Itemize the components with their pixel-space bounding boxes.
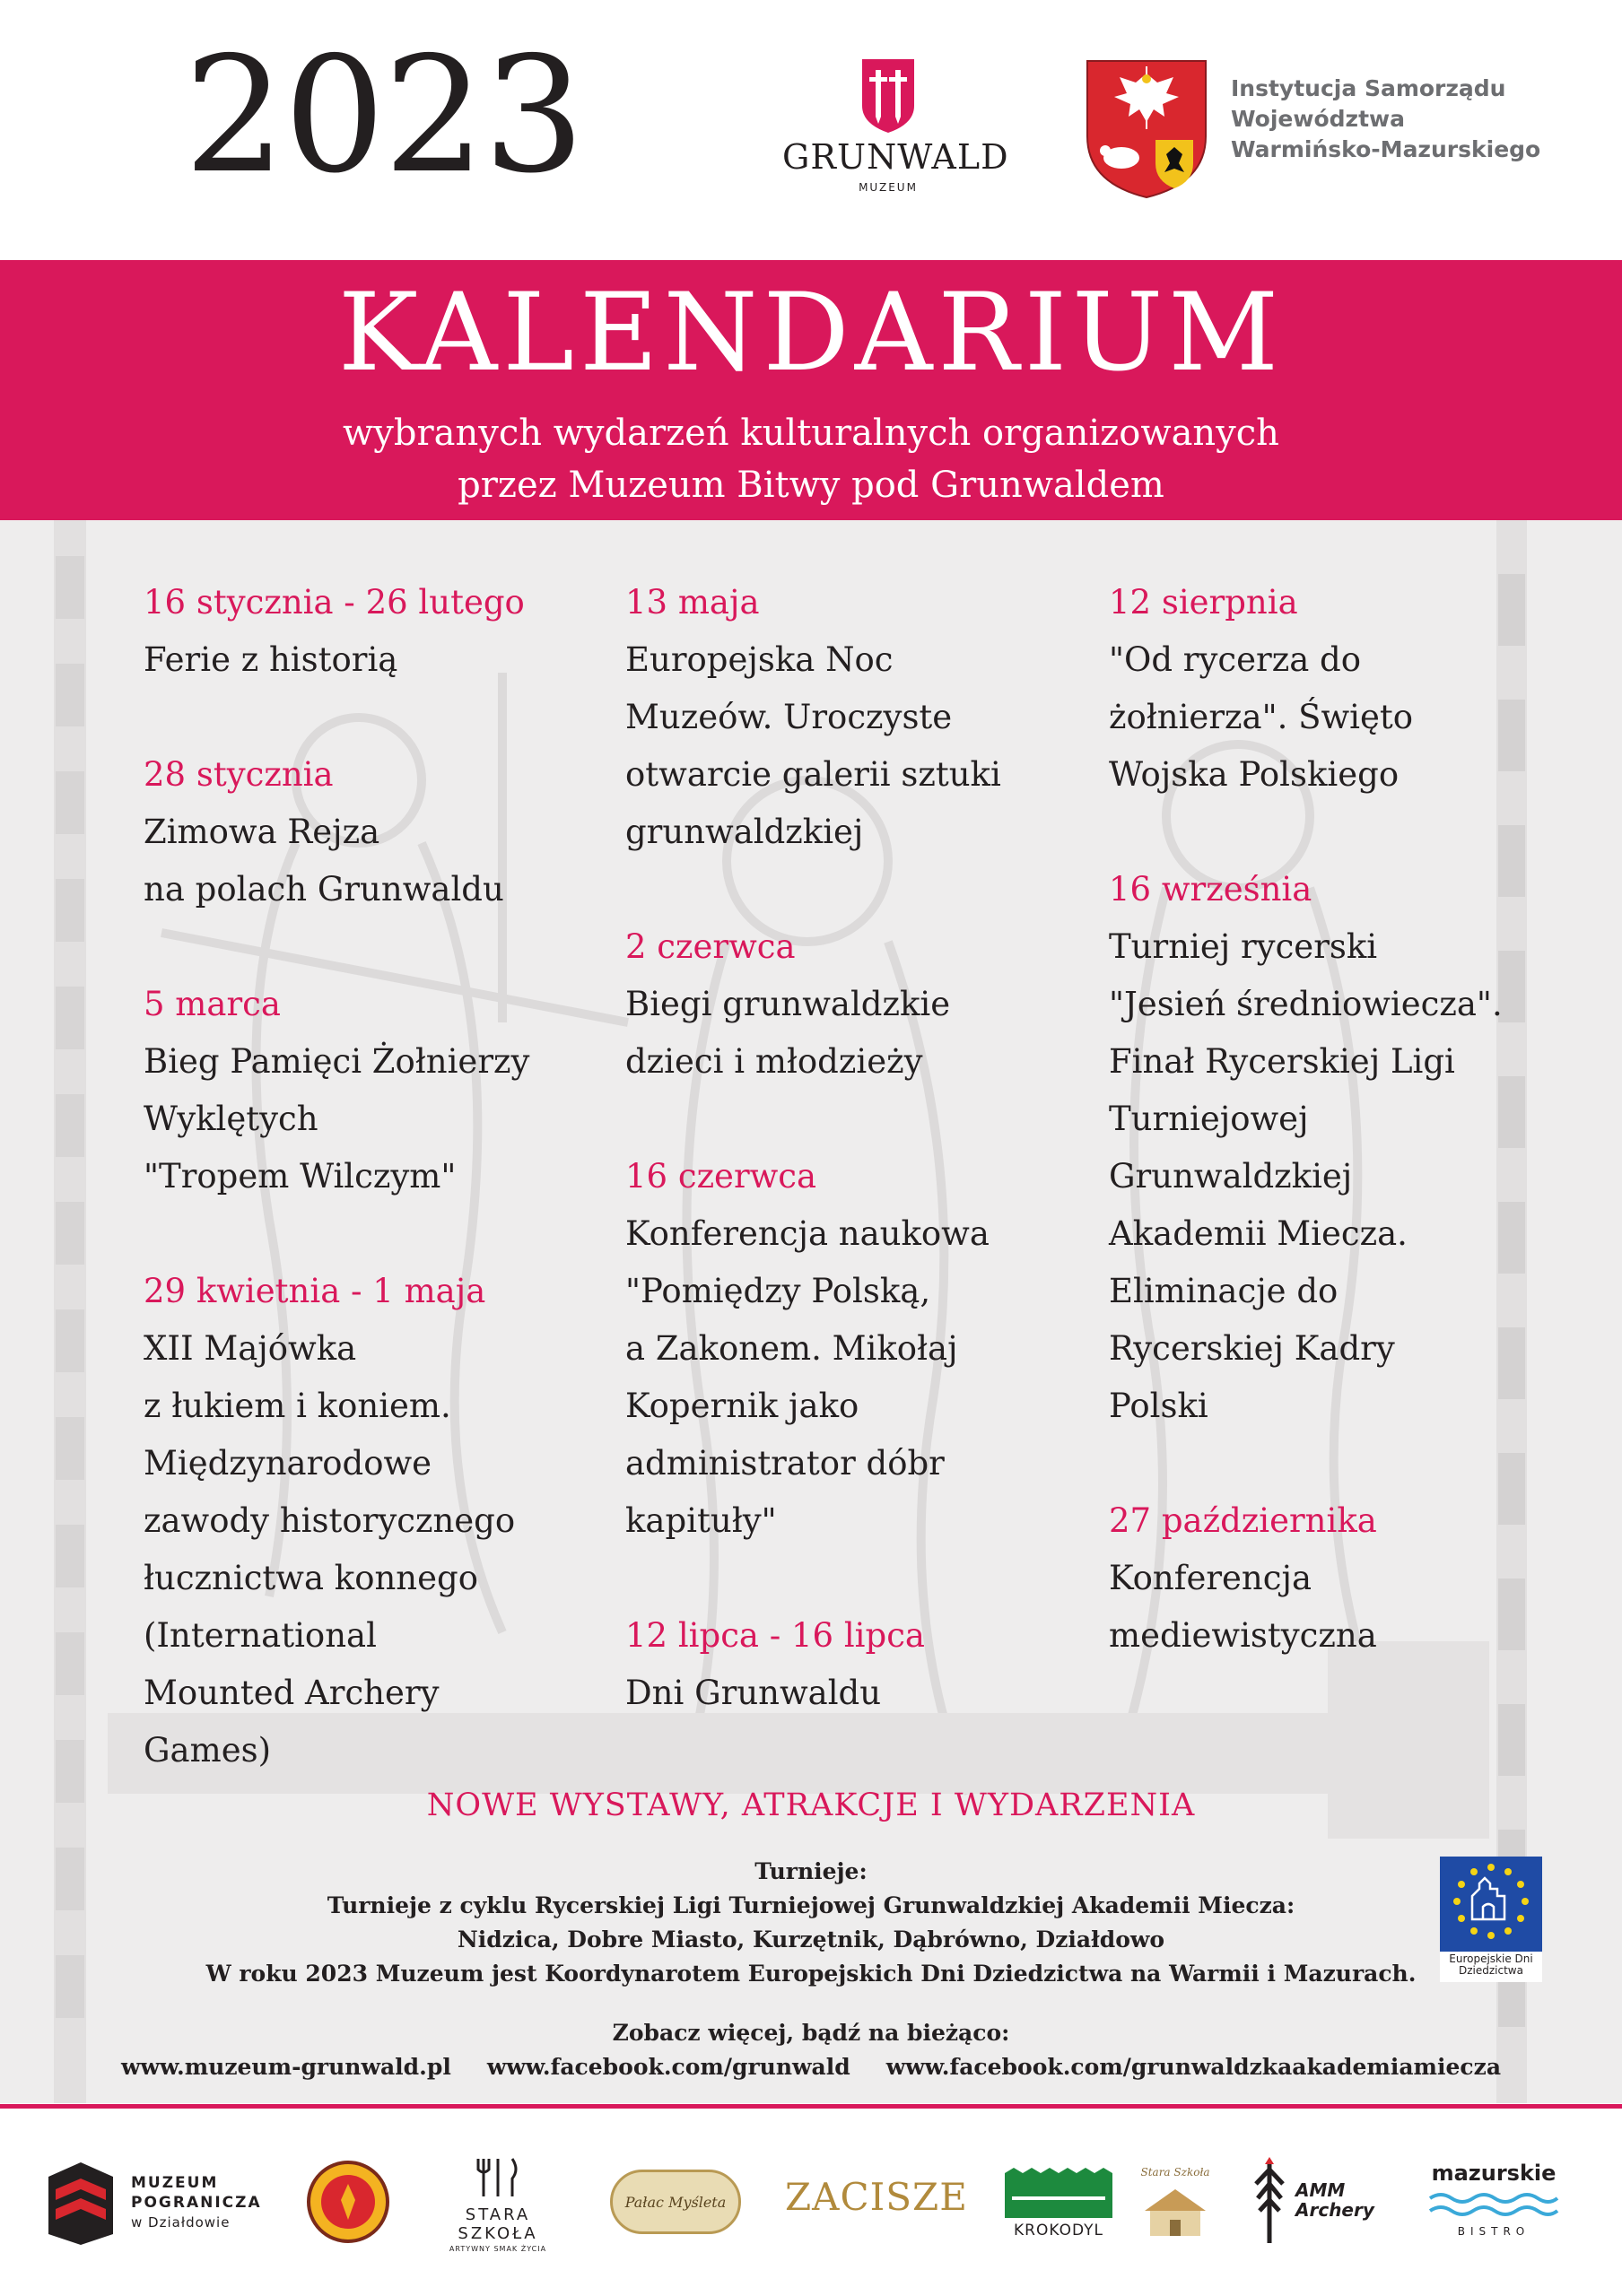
event-description: Konferencja naukowa "Pomiędzy Polską, a Zakonem. Mikołaj Kopernik jako administrator dóbr kapituły" bbox=[625, 1214, 990, 1540]
info-line: Nidzica, Dobre Miasto, Kurzętnik, Dąbrówno, Działdowo bbox=[457, 1926, 1165, 1952]
sponsor-line: Pałac Myśleta bbox=[624, 2194, 727, 2211]
page-title: KALENDARIUM bbox=[337, 271, 1285, 396]
event-item bbox=[1109, 1492, 1575, 1665]
see-more-text: Zobacz więcej, bądź na bieżąco: bbox=[612, 2020, 1010, 2046]
title-banner bbox=[0, 260, 1622, 520]
events-column-1 bbox=[144, 574, 610, 1837]
eu-caption-line: Dziedzictwa bbox=[1459, 1964, 1523, 1977]
event-item bbox=[144, 976, 610, 1205]
subtitle-line: przez Muzeum Bitwy pod Grunwaldem bbox=[458, 465, 1164, 506]
new-events-heading: NOWE WYSTAWY, ATRAKCJE I WYDARZENIA bbox=[426, 1787, 1196, 1823]
crossed-swords-icon bbox=[859, 57, 918, 135]
info-line: Turnieje z cyklu Rycerskiej Ligi Turniejowej Grunwaldzkiej Akademii Miecza: bbox=[327, 1892, 1295, 1918]
event-date: 5 marca bbox=[144, 985, 281, 1023]
info-line: Turnieje: bbox=[754, 1858, 868, 1884]
event-item bbox=[625, 574, 1092, 861]
event-description: Dni Grunwaldu bbox=[625, 1674, 882, 1712]
sponsor-line: w Działdowie bbox=[131, 2214, 231, 2231]
sponsor-line: AMM bbox=[1295, 2179, 1346, 2201]
sponsor-line: STARA SZKOŁA bbox=[458, 2205, 538, 2243]
european-heritage-days-icon bbox=[1440, 1857, 1542, 1952]
footer-divider bbox=[0, 2104, 1622, 2109]
sponsor-spes bbox=[305, 2148, 395, 2256]
sponsor-amm-archery bbox=[1247, 2148, 1391, 2256]
event-date: 16 stycznia - 26 lutego bbox=[144, 583, 525, 622]
sponsor-stara-szkola-2 bbox=[1135, 2148, 1216, 2256]
info-line: W roku 2023 Muzeum jest Koordynarotem Europejskich Dni Dziedzictwa na Warmii i Mazurach. bbox=[205, 1961, 1417, 1987]
sponsor-line: ARTYWNY SMAK ŻYCIA bbox=[449, 2245, 547, 2253]
event-item bbox=[625, 918, 1092, 1091]
cutlery-icon bbox=[471, 2155, 525, 2200]
institution-line: Instytucja Samorządu bbox=[1231, 75, 1506, 101]
sponsor-line: Archery bbox=[1295, 2199, 1374, 2221]
event-item bbox=[625, 1607, 1092, 1722]
eu-caption-line: Europejskie Dni bbox=[1449, 1952, 1533, 1965]
sponsor-line: mazurskie bbox=[1431, 2161, 1557, 2186]
event-item bbox=[625, 1148, 1092, 1550]
event-date: 16 września bbox=[1109, 870, 1312, 909]
sponsor-muzeum-pogranicza bbox=[45, 2148, 262, 2256]
coat-of-arms-icon bbox=[1084, 57, 1209, 204]
eu-logo-caption bbox=[1440, 1953, 1542, 1977]
links-info bbox=[0, 2016, 1622, 2084]
event-date: 28 stycznia bbox=[144, 755, 334, 794]
sponsor-line: POGRANICZA bbox=[131, 2194, 262, 2212]
european-heritage-days-logo bbox=[1440, 1857, 1542, 1982]
event-description: Bieg Pamięci Żołnierzy Wyklętych "Tropem Wilczym" bbox=[144, 1042, 530, 1196]
sponsor-line: MUZEUM bbox=[131, 2174, 219, 2192]
event-description: Ferie z historią bbox=[144, 640, 398, 679]
house-icon bbox=[1139, 2184, 1211, 2238]
event-item bbox=[1109, 861, 1575, 1435]
museum-subtitle: MUZEUM bbox=[859, 181, 918, 194]
archer-icon bbox=[1247, 2157, 1292, 2247]
sponsor-zacisze bbox=[785, 2148, 968, 2256]
sponsor-line: Stara Szkoła bbox=[1140, 2166, 1210, 2179]
event-date: 13 maja bbox=[625, 583, 760, 622]
sponsor-stara-szkola bbox=[422, 2148, 574, 2256]
event-description: Zimowa Rejza na polach Grunwaldu bbox=[144, 813, 504, 909]
event-item bbox=[144, 746, 610, 918]
sponsor-line: ZACISZE bbox=[785, 2175, 968, 2219]
palac-mysleta-badge bbox=[610, 2170, 741, 2234]
event-description: Biegi grunwaldzkie dzieci i młodzieży bbox=[625, 985, 951, 1081]
institution-line: Warmińsko-Mazurskiego bbox=[1231, 136, 1541, 162]
sponsor-line: BISTRO bbox=[1457, 2225, 1530, 2238]
event-item bbox=[1109, 574, 1575, 804]
facebook-academy-link[interactable]: www.facebook.com/grunwaldzkaakademiamiecza bbox=[885, 2054, 1502, 2080]
event-date: 29 kwietnia - 1 maja bbox=[144, 1272, 486, 1310]
event-date: 27 października bbox=[1109, 1501, 1377, 1540]
year-heading: 2023 bbox=[184, 22, 583, 208]
event-item bbox=[144, 1263, 610, 1779]
event-date: 12 sierpnia bbox=[1109, 583, 1298, 622]
institution-line: Województwa bbox=[1231, 106, 1406, 132]
sponsor-logos bbox=[36, 2148, 1586, 2256]
links-row bbox=[0, 2050, 1622, 2084]
subtitle-line: wybranych wydarzeń kulturalnych organizowanych bbox=[343, 413, 1279, 454]
spes-logo-icon bbox=[305, 2159, 391, 2245]
crocodile-icon bbox=[1005, 2168, 1112, 2218]
events-section bbox=[0, 520, 1622, 2103]
event-description: Konferencja mediewistyczna bbox=[1109, 1559, 1377, 1655]
grunwald-museum-logo bbox=[782, 57, 1009, 194]
sponsor-line: KROKODYL bbox=[1014, 2222, 1103, 2239]
muzeum-pogranicza-icon bbox=[45, 2159, 117, 2245]
event-date: 16 czerwca bbox=[625, 1157, 817, 1196]
facebook-link[interactable]: www.facebook.com/grunwald bbox=[486, 2054, 850, 2080]
events-column-3 bbox=[1109, 574, 1575, 1722]
event-item bbox=[144, 574, 610, 689]
event-date: 2 czerwca bbox=[625, 927, 796, 966]
event-date: 12 lipca - 16 lipca bbox=[625, 1616, 925, 1655]
tournaments-info bbox=[0, 1855, 1622, 1991]
event-description: "Od rycerza do żołnierza". Święto Wojska Polskiego bbox=[1109, 640, 1413, 794]
page-subtitle bbox=[0, 407, 1622, 511]
institution-text bbox=[1231, 74, 1540, 165]
sponsor-krokodyl bbox=[1000, 2148, 1117, 2256]
event-description: Turniej rycerski "Jesień średniowiecza". Finał Rycerskiej Ligi Turniejowej Grunwaldzkiej Akademii Miecza. Eliminacje do Rycerskiej Kadry Polski bbox=[1109, 927, 1503, 1425]
website-link[interactable]: www.muzeum-grunwald.pl bbox=[120, 2054, 451, 2080]
sponsor-palac-mysleta bbox=[610, 2148, 745, 2256]
sponsor-mazurskie-bistro bbox=[1417, 2148, 1570, 2256]
event-description: Europejska Noc Muzeów. Uroczyste otwarcie galerii sztuki grunwaldzkiej bbox=[625, 640, 1001, 851]
events-column-2 bbox=[625, 574, 1092, 1779]
museum-name: GRUNWALD bbox=[782, 137, 1009, 177]
event-description: XII Majówka z łukiem i koniem. Międzynarodowe zawody historycznego łucznictwa konnego (International Mounted Archery Games) bbox=[144, 1329, 516, 1770]
waves-icon bbox=[1426, 2189, 1561, 2220]
